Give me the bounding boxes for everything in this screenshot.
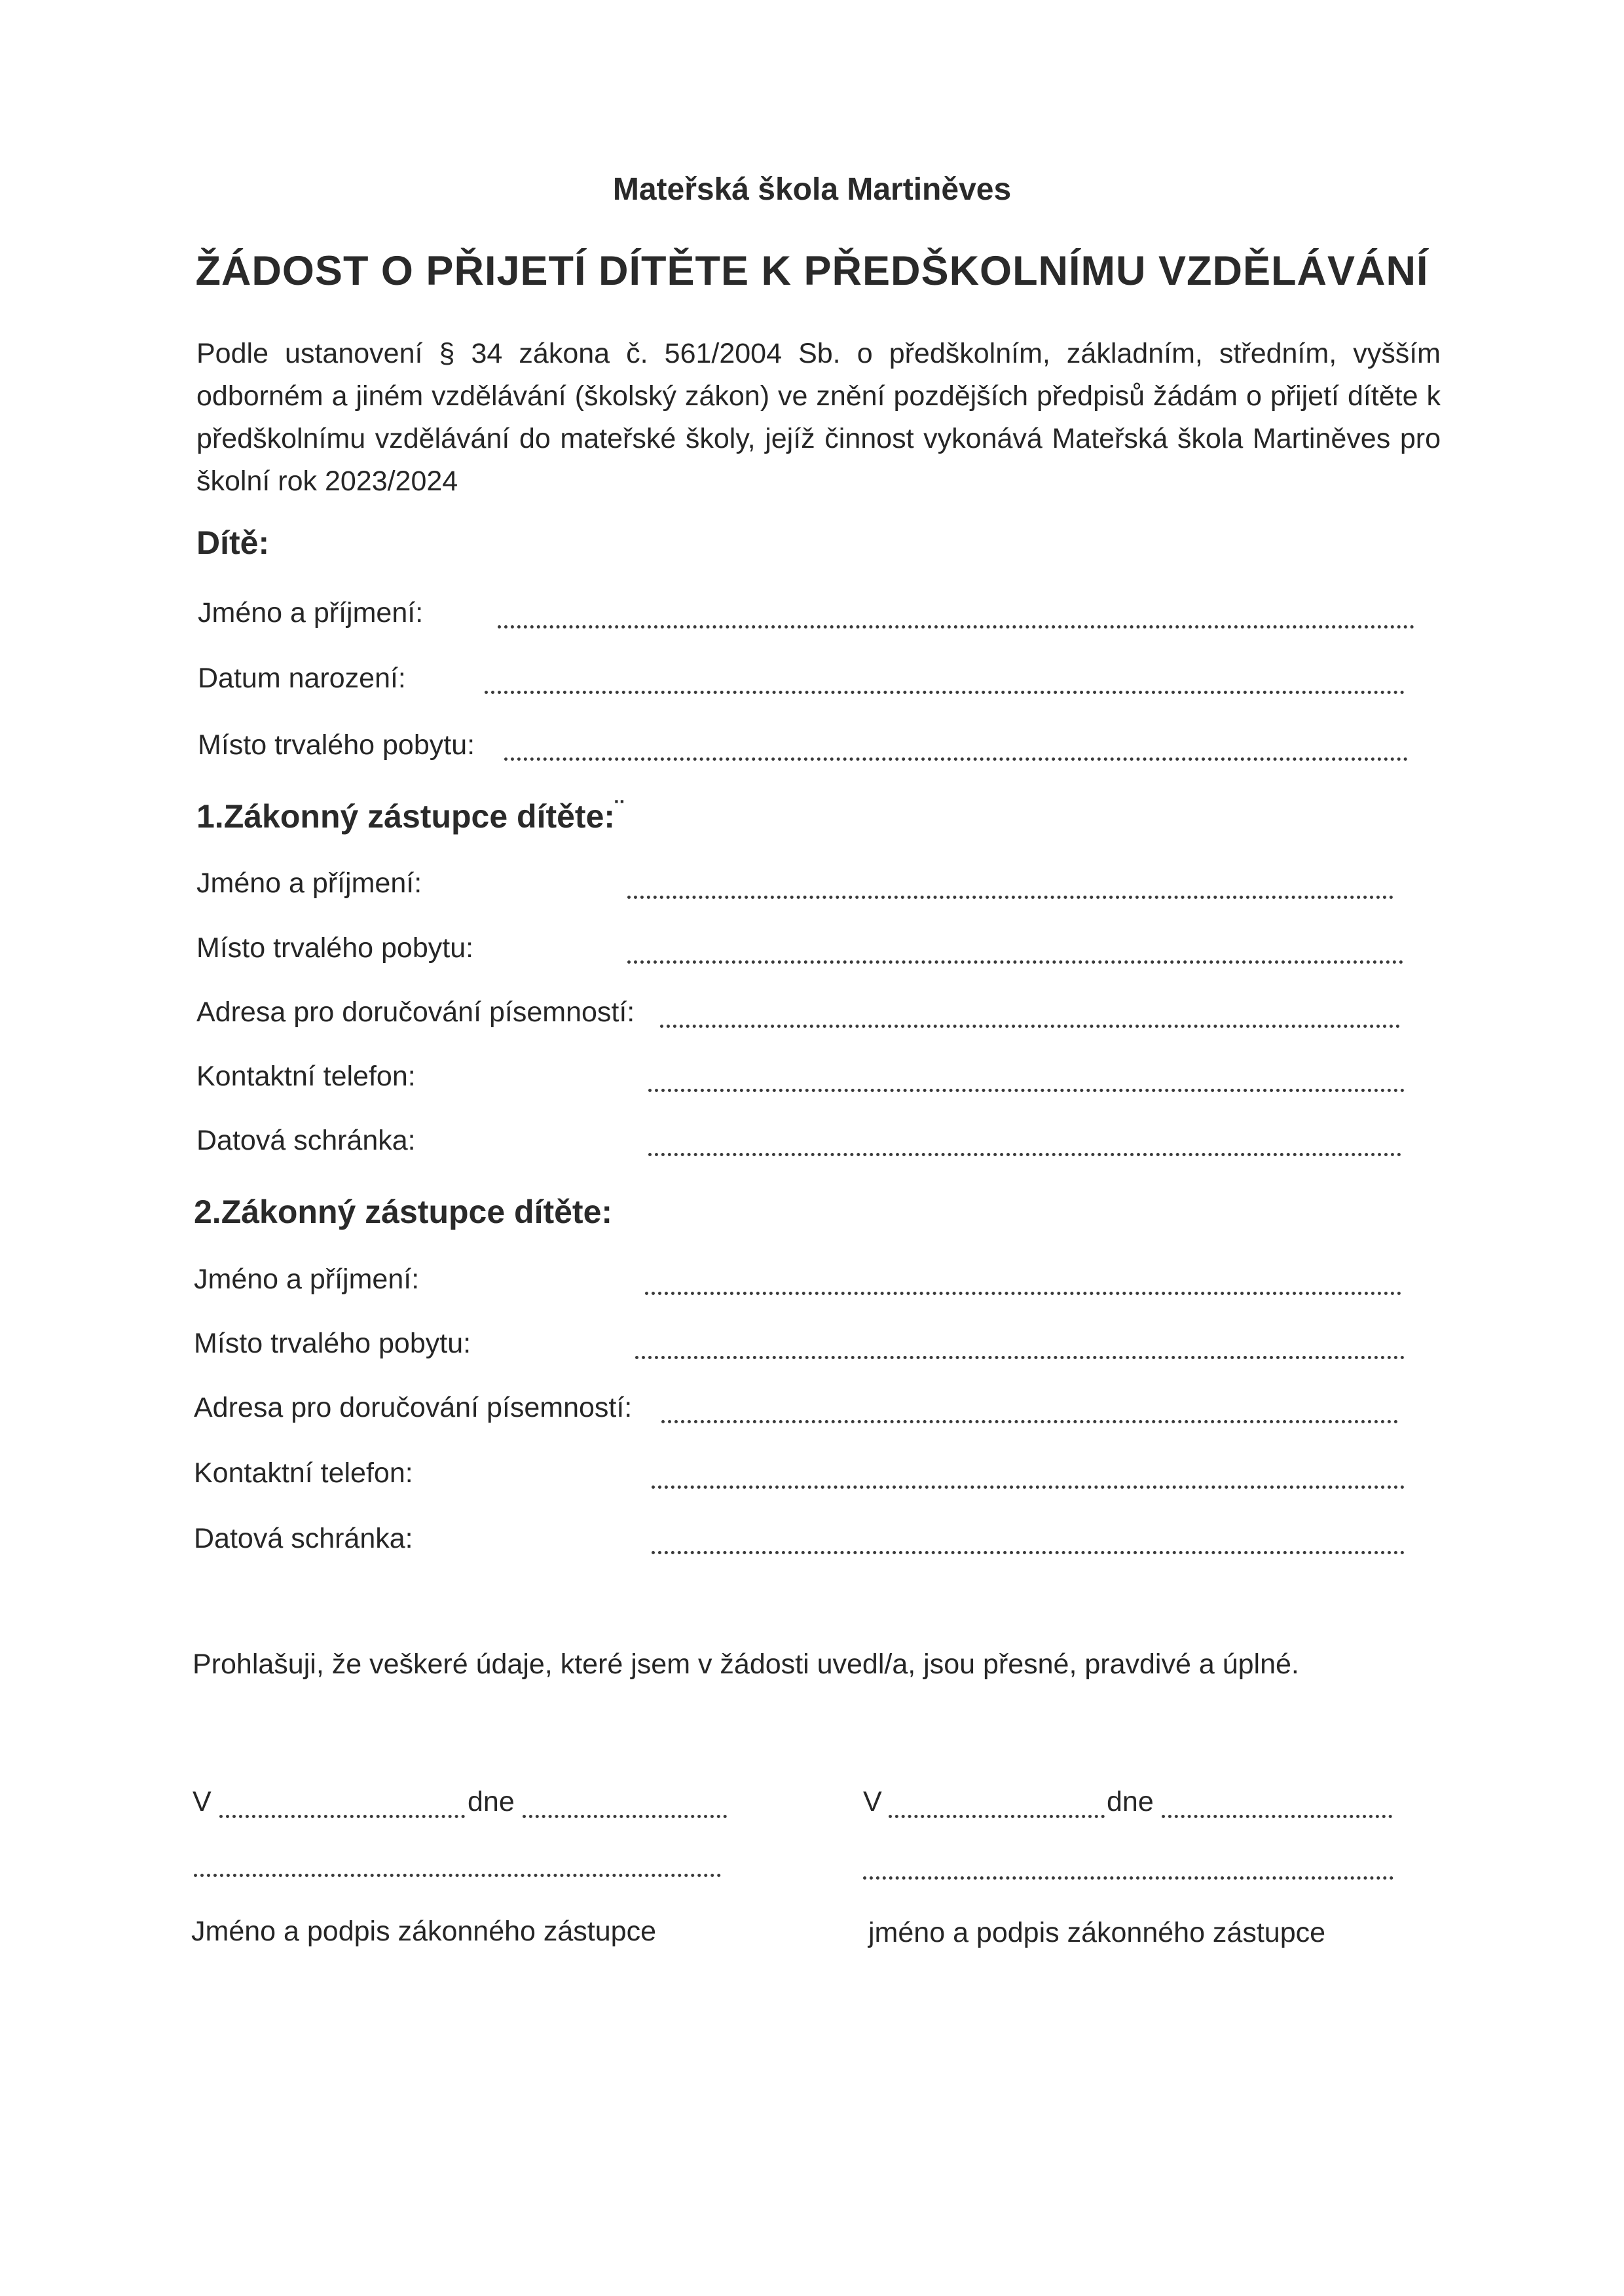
school-name: Mateřská škola Martiněves	[612, 172, 1012, 207]
guardian1-heading-text: 1.Zákonný zástupce dítěte:	[196, 798, 616, 835]
guardian2-mail-field[interactable]	[661, 1420, 1398, 1423]
right-place-field[interactable]	[889, 1815, 1105, 1818]
left-signature-caption: Jméno a podpis zákonného zástupce	[191, 1916, 656, 1947]
left-place-field[interactable]	[219, 1815, 465, 1818]
guardian1-mail-field[interactable]	[660, 1025, 1400, 1028]
guardian2-heading: 2.Zákonný zástupce dítěte:	[194, 1194, 613, 1230]
intro-paragraph: Podle ustanovení § 34 zákona č. 561/2004 Sb. o předškolním, základním, středním, vyšším odborném a jiném vzdělávání (školský zákon) ve znění pozdějších předpisů žádám o přijetí dítěte k předškolnímu vzdělávání do mateřské školy, jejíž činnost vykonává Mateřská škola Martiněves pro školní rok 2023/2024	[196, 338, 1441, 497]
guardian2-address-label: Místo trvalého pobytu:	[194, 1328, 471, 1359]
guardian1-address-field[interactable]	[627, 960, 1403, 964]
declaration-text: Prohlašuji, že veškeré údaje, které jsem v žádosti uvedl/a, jsou přesné, pravdivé a úplné.	[193, 1649, 1299, 1680]
form-title: ŽÁDOST O PŘIJETÍ DÍTĚTE K PŘEDŠKOLNÍMU VZDĚLÁVÁNÍ	[195, 248, 1429, 294]
guardian2-name-field[interactable]	[645, 1292, 1401, 1295]
guardian1-heading-mark: ¨	[615, 795, 624, 824]
guardian1-name-field[interactable]	[627, 896, 1393, 899]
guardian2-name-label: Jméno a příjmení:	[194, 1264, 420, 1295]
guardian1-databox-label: Datová schránka:	[196, 1125, 416, 1156]
guardian2-mail-label: Adresa pro doručování písemností:	[194, 1392, 633, 1423]
guardian2-phone-label: Kontaktní telefon:	[194, 1457, 413, 1489]
guardian2-databox-field[interactable]	[652, 1551, 1405, 1554]
guardian1-heading	[196, 797, 623, 835]
left-signature-field[interactable]	[194, 1874, 721, 1877]
left-date-field[interactable]	[523, 1815, 727, 1818]
child-birth-field[interactable]	[485, 691, 1405, 694]
child-heading: Dítě:	[196, 524, 270, 561]
child-name-label: Jméno a příjmení:	[198, 597, 424, 629]
guardian2-address-field[interactable]	[635, 1356, 1405, 1359]
guardian1-phone-label: Kontaktní telefon:	[196, 1061, 416, 1092]
guardian1-address-label: Místo trvalého pobytu:	[196, 932, 474, 964]
guardian1-name-label: Jméno a příjmení:	[196, 867, 422, 899]
guardian2-phone-field[interactable]	[652, 1485, 1405, 1489]
left-place-prefix: V	[193, 1786, 212, 1817]
right-signature-field[interactable]	[863, 1876, 1393, 1880]
right-date-prefix: dne	[1107, 1786, 1154, 1817]
child-address-field[interactable]	[504, 757, 1408, 761]
left-date-prefix: dne	[468, 1786, 515, 1817]
right-place-prefix: V	[863, 1786, 882, 1817]
child-name-field[interactable]	[498, 625, 1414, 629]
guardian2-databox-label: Datová schránka:	[194, 1523, 413, 1554]
child-birth-label: Datum narození:	[198, 663, 406, 694]
guardian1-mail-label: Adresa pro doručování písemností:	[196, 996, 635, 1028]
guardian1-databox-field[interactable]	[648, 1153, 1401, 1156]
right-signature-caption: jméno a podpis zákonného zástupce	[868, 1917, 1326, 1948]
right-date-field[interactable]	[1162, 1815, 1392, 1818]
guardian1-phone-field[interactable]	[648, 1089, 1405, 1092]
child-address-label: Místo trvalého pobytu:	[198, 729, 475, 761]
